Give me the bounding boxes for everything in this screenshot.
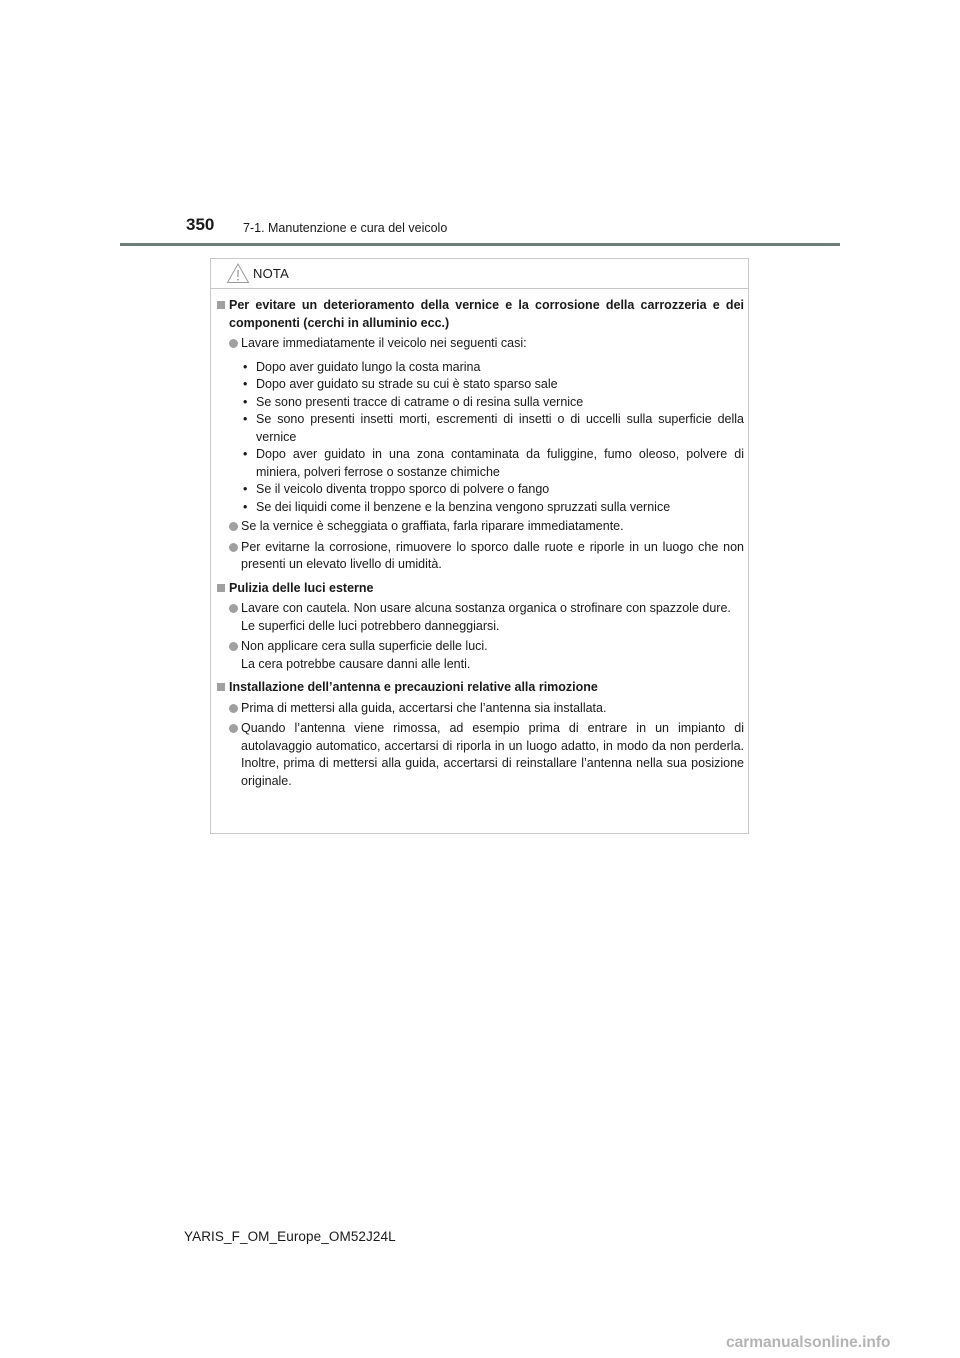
square-bullet-icon [217, 584, 225, 592]
nota-box [210, 258, 749, 834]
square-bullet-icon [217, 683, 225, 691]
section-heading: Installazione dell’antenna e precauzioni relative alla rimozione [217, 679, 744, 697]
circle-item: Per evitarne la corrosione, rimuovere lo sporco dalle ruote e riporle in un luogo che non presenti un elevato livello di umidità. [217, 539, 744, 574]
dot-bullet-icon: • [243, 412, 248, 426]
square-bullet-icon [217, 301, 225, 309]
circle-item: Quando l’antenna viene rimossa, ad esempio prima di entrare in un impianto di autolavaggio automatico, accertarsi di riporla in un luogo adatto, in modo da non perderla. Inoltre, prima di mettersi alla guida, accertarsi di reinstallare l’antenna nella sua posizione originale. [217, 720, 744, 790]
sub-item: • Se dei liquidi come il benzene e la benzina vengono spruzzati sulla vernice [241, 499, 744, 517]
document-code: YARIS_F_OM_Europe_OM52J24L [184, 1229, 396, 1244]
dot-bullet-icon: • [243, 499, 248, 514]
circle-item: Lavare immediatamente il veicolo nei seguenti casi: [217, 335, 744, 353]
circle-item: Prima di mettersi alla guida, accertarsi che l’antenna sia installata. [217, 700, 744, 718]
dot-bullet-icon: • [243, 394, 248, 409]
circle-bullet-icon [229, 704, 238, 713]
circle-bullet-icon [229, 543, 238, 552]
section-heading: Pulizia delle luci esterne [217, 580, 744, 598]
page-number: 350 [186, 215, 215, 234]
dot-bullet-icon: • [243, 377, 248, 391]
sub-item: • Dopo aver guidato in una zona contaminata da fuliggine, fumo oleoso, polvere di miniera, polveri ferrose o sostanze chimiche [243, 447, 744, 479]
sub-item: • Se sono presenti tracce di catrame o di resina sulla vernice [241, 394, 744, 412]
nota-header [211, 259, 748, 289]
circle-bullet-icon [229, 339, 238, 348]
nota-content [217, 297, 744, 793]
sub-item: • Se il veicolo diventa troppo sporco di polvere o fango [241, 481, 744, 499]
dot-bullet-icon: • [243, 447, 248, 461]
header-rule [120, 243, 840, 246]
dot-bullet-icon: • [243, 359, 248, 374]
circle-bullet-icon [229, 604, 238, 613]
circle-bullet-icon [229, 522, 238, 531]
sub-item: • Se sono presenti insetti morti, escrementi di insetti o di uccelli sulla superficie della vernice [243, 412, 744, 444]
circle-bullet-icon [229, 642, 238, 651]
circle-bullet-icon [229, 724, 238, 733]
circle-item: Se la vernice è scheggiata o graffiata, farla riparare immediatamente. [217, 518, 744, 536]
nota-label: NOTA [253, 266, 289, 281]
sub-item: • Dopo aver guidato su strade su cui è stato sparso sale [241, 376, 744, 394]
dot-bullet-icon: • [243, 482, 248, 496]
watermark: carmanualsonline.info [726, 1334, 891, 1351]
section-heading: Per evitare un deterioramento della vernice e la corrosione della carrozzeria e dei componenti (cerchi in alluminio ecc.) [217, 297, 744, 332]
circle-item: Non applicare cera sulla superficie delle luci. La cera potrebbe causare danni alle lenti. [217, 638, 744, 673]
section-title: 7-1. Manutenzione e cura del veicolo [243, 221, 448, 235]
circle-item: Lavare con cautela. Non usare alcuna sostanza organica o strofinare con spazzole dure. Le superfici delle luci potrebbero danneggiarsi. [217, 600, 744, 635]
warning-triangle-icon [226, 262, 250, 284]
sub-item: • Dopo aver guidato lungo la costa marina [241, 359, 744, 377]
sub-list [217, 359, 744, 517]
